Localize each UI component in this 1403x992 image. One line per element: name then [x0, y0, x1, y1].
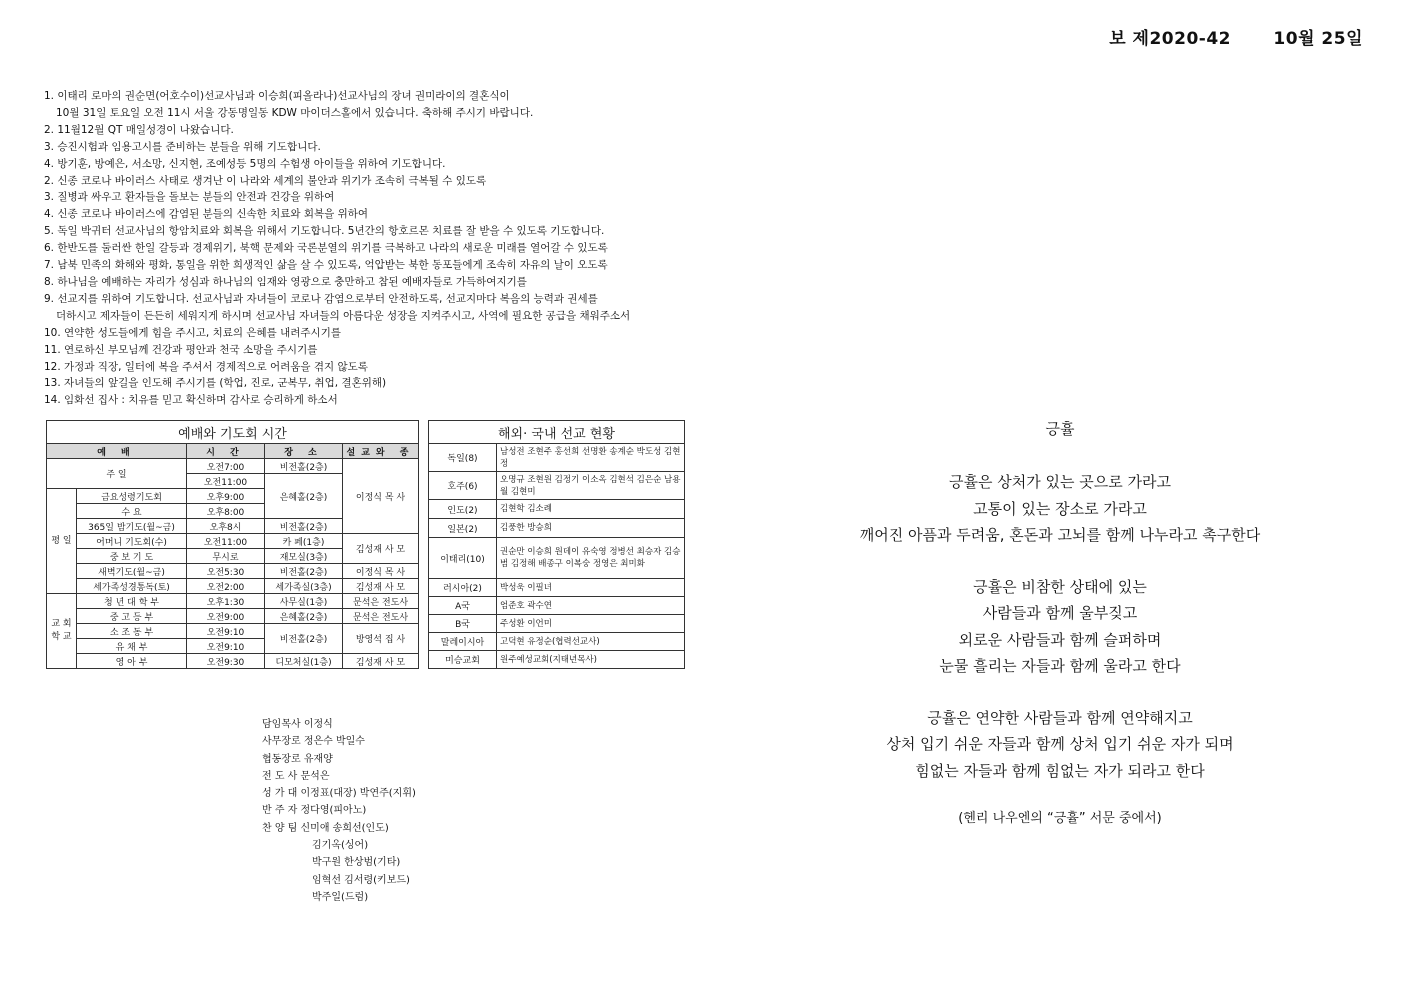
cell-names: 박성욱 이필녀	[497, 579, 685, 597]
cell-region: 호주(6)	[429, 472, 497, 500]
announcement-item: 12. 가정과 직장, 일터에 복을 주셔서 경제적으로 어려움을 겪지 않도록	[44, 360, 368, 373]
cell-place: 비전홀(2층)	[265, 624, 343, 654]
cell-region: A국	[429, 597, 497, 615]
cell-name: 중 고 등 부	[77, 609, 187, 624]
poem-line: 긍휼은 비참한 상태에 있는	[973, 577, 1147, 596]
worship-schedule-table	[46, 420, 419, 669]
table-row	[429, 500, 685, 519]
staff-item: 박구원 한상범(기타)	[312, 857, 401, 869]
staff-item: 협동장로 유재양	[262, 753, 333, 765]
cell-time: 오전9:10	[187, 624, 265, 639]
poem-title: 긍휼	[1045, 420, 1075, 438]
table-row	[429, 651, 685, 669]
cell-time: 오후8:00	[187, 504, 265, 519]
staff-item: 담임목사 이정식	[262, 719, 333, 730]
sunday-label: 주 일	[47, 459, 187, 489]
cell-region: 일본(2)	[429, 519, 497, 538]
cell-place: 비전홀(2층)	[265, 459, 343, 474]
cell-time: 오후9:00	[187, 489, 265, 504]
cell-names: 주성환 이언미	[497, 615, 685, 633]
table-row	[47, 459, 419, 474]
announcement-item: 9. 선교지를 위하여 기도합니다. 선교사님과 자녀들이 코로나 감염으로부터 안전하도록, 선교지마다 복음의 능력과 권세를	[44, 292, 598, 305]
announcement-item: 2. 신종 코로나 바이러스 사태로 생겨난 이 나라와 세계의 불안과 위기가 조속히 극복될 수 있도록	[44, 174, 487, 187]
cell-leader: 김성재 사 모	[343, 579, 419, 594]
announcement-item: 5. 독일 박귀터 선교사님의 항암치료와 회복을 위해서 기도합니다. 5년간의 항호르몬 치료를 잘 받을 수 있도록 기도합니다.	[44, 225, 605, 238]
poem-line: 외로운 사람들과 함께 슬퍼하며	[958, 630, 1162, 649]
cell-place: 디모처실(1층)	[265, 654, 343, 669]
cell-time: 오전9:30	[187, 654, 265, 669]
cell-leader: 문석은 전도사	[343, 609, 419, 624]
cell-region: 말레이시아	[429, 633, 497, 651]
table-row	[429, 579, 685, 597]
cell-leader: 김성재 사 모	[343, 654, 419, 669]
poem-line: 눈물 흘리는 자들과 함께 울라고 한다	[939, 657, 1181, 675]
table-row	[429, 538, 685, 579]
mission-status-table	[428, 420, 685, 669]
cell-names: 원주예성교회(지태년목사)	[497, 651, 685, 669]
cell-place: 비전홀(2층)	[265, 519, 343, 534]
poem-line: 깨어진 아픔과 두려움, 혼돈과 고뇌를 함께 나누라고 촉구한다	[859, 526, 1261, 544]
schedule-title: 예배와 기도회 시간	[47, 421, 419, 444]
table-row	[47, 609, 419, 624]
cell-name: 365일 밤기도(월~금)	[77, 519, 187, 534]
cell-region: 독일(8)	[429, 444, 497, 472]
table-row	[429, 472, 685, 500]
cell-time: 오전11:00	[187, 474, 265, 489]
schedule-header-row	[47, 444, 419, 459]
table-row	[47, 624, 419, 639]
cell-time: 오후8시	[187, 519, 265, 534]
staff-item: 반 주 자 정다영(피아노)	[262, 805, 367, 817]
school-side-label: 교 회 학 교	[47, 594, 77, 669]
poem-source: (헨리 나우엔의 “긍휼” 서문 중에서)	[958, 811, 1162, 826]
cell-region: 이태리(10)	[429, 538, 497, 579]
cell-name: 금요성령기도회	[77, 489, 187, 504]
cell-time: 오전9:10	[187, 639, 265, 654]
cell-region: B국	[429, 615, 497, 633]
cell-region: 미승교회	[429, 651, 497, 669]
cell-time: 오전9:00	[187, 609, 265, 624]
poem-stanza	[780, 705, 1340, 785]
cell-name: 중 보 기 도	[77, 549, 187, 564]
cell-names: 김현학 김소례	[497, 500, 685, 519]
table-row	[47, 579, 419, 594]
col-worship: 예 배	[47, 444, 187, 459]
announcement-item: 4. 방기훈, 방예은, 서소망, 신지현, 조예성등 5명의 수험생 아이들을 위하여 기도합니다.	[44, 157, 446, 170]
table-row	[429, 519, 685, 538]
col-leader: 설교와 종	[343, 444, 419, 459]
cell-names: 오명규 조현원 김정기 이소옥 김현석 김은순 남용월 김현미	[497, 472, 685, 500]
table-row	[47, 654, 419, 669]
cell-time: 오전2:00	[187, 579, 265, 594]
poem-stanza	[780, 469, 1340, 549]
cell-time: 오전11:00	[187, 534, 265, 549]
staff-item: 임혁선 김서령(키보드)	[312, 874, 410, 886]
staff-item: 찬 양 팀 신미애 송희선(인도)	[262, 822, 389, 834]
cell-time: 무시로	[187, 549, 265, 564]
announcement-item: 2. 11월12월 QT 매일성경이 나왔습니다.	[44, 123, 234, 136]
cell-leader: 이정식 목 사	[343, 459, 419, 534]
announcement-item: 1. 이태리 로마의 권순면(어호수이)선교사님과 이승희(피올라나)선교사님의 장녀 권미라이의 결혼식이	[44, 90, 510, 102]
poem-line: 긍휼은 연약한 사람들과 함께 연약해지고	[927, 708, 1193, 727]
announcement-item: 13. 자녀들의 앞길을 인도해 주시기를 (학업, 진로, 군복무, 취업, 결혼위해)	[44, 377, 387, 390]
announcement-item: 4. 신종 코로나 바이러스에 감염된 분들의 신속한 치료와 회복을 위하여	[44, 208, 369, 221]
cell-names: 엄준호 곽수연	[497, 597, 685, 615]
mission-title: 해외· 국내 선교 현황	[429, 421, 685, 444]
poem-stanza	[780, 574, 1340, 680]
cell-region: 인도(2)	[429, 500, 497, 519]
table-row	[429, 597, 685, 615]
cell-name: 청 년 대 학 부	[77, 594, 187, 609]
staff-list	[262, 716, 416, 906]
announcement-item: 7. 남북 민족의 화해와 평화, 통일을 위한 희생적인 삶을 살 수 있도록, 억압받는 북한 동포들에게 조속히 자유의 날이 오도록	[44, 259, 608, 272]
cell-name: 영 아 부	[77, 654, 187, 669]
cell-names: 김풍한 방승희	[497, 519, 685, 538]
cell-time: 오전5:30	[187, 564, 265, 579]
cell-names: 고덕현 유정순(협력선교사)	[497, 633, 685, 651]
announcement-item: 8. 하나님을 예배하는 자리가 성심과 하나님의 임재와 영광으로 충만하고 참된 예배자들로 가득하여지기를	[44, 275, 527, 288]
weekday-side-label: 평 일	[47, 489, 77, 594]
announcement-item: 11. 연로하신 부모님께 건강과 평안과 천국 소망을 주시기를	[44, 343, 318, 356]
cell-place: 은혜홀(2층)	[265, 474, 343, 519]
staff-item: 사무장로 정은수 박일수	[262, 736, 365, 748]
announcement-item: 3. 질병과 싸우고 환자들을 돌보는 분들의 안전과 건강을 위하여	[44, 191, 335, 204]
table-row	[47, 594, 419, 609]
table-row	[47, 564, 419, 579]
cell-leader: 방영석 집 사	[343, 624, 419, 654]
cell-name: 소 조 동 부	[77, 624, 187, 639]
table-row	[429, 444, 685, 472]
poem-line: 긍휼은 상처가 있는 곳으로 가라고	[949, 473, 1171, 491]
cell-names: 남성전 조현주 홍선희 선명환 송계순 박도성 김현정	[497, 444, 685, 472]
cell-place: 은혜홀(2층)	[265, 609, 343, 624]
cell-name: 새벽기도(월~금)	[77, 564, 187, 579]
poem-line: 상처 입기 쉬운 자들과 함께 상처 입기 쉬운 자가 되며	[886, 735, 1234, 753]
poem	[780, 418, 1340, 826]
cell-leader: 이정식 목 사	[343, 564, 419, 579]
announcement-item: 10. 연약한 성도들에게 힘을 주시고, 치료의 은혜를 내려주시기를	[44, 326, 341, 339]
staff-item: 전 도 사 문석은	[262, 770, 330, 782]
cell-place: 재모실(3층)	[265, 549, 343, 564]
cell-leader: 김성재 사 모	[343, 534, 419, 564]
cell-names: 권순만 이승희 원데이 유숙영 정병선 최승자 김승범 김정해 배종구 이복숭 정영은 최미화	[497, 538, 685, 579]
announcement-item: 더하시고 제자들이 든든히 세워지게 하시며 선교사님 자녀들의 아름다운 성장을 지켜주시고, 사역에 필요한 공급을 채워주소서	[56, 309, 631, 322]
announcement-item: 3. 승진시험과 임용고시를 준비하는 분들을 위해 기도합니다.	[44, 140, 321, 153]
announcements-list	[44, 88, 684, 409]
poem-line: 힘없는 자들과 함께 힘없는 자가 되라고 한다	[915, 761, 1205, 780]
announcement-item: 6. 한반도를 둘러싼 한일 갈등과 경제위기, 북핵 문제와 국론분열의 위기를 극복하고 나라의 새로운 미래를 열어갈 수 있도록	[44, 242, 608, 255]
issue-number: 보 제2020-42	[1109, 29, 1231, 49]
cell-time: 오전7:00	[187, 459, 265, 474]
staff-item: 김기옥(싱어)	[312, 840, 369, 852]
poem-line: 고통이 있는 장소로 가라고	[973, 499, 1147, 518]
table-row	[429, 615, 685, 633]
issue-date: 10월 25일	[1273, 29, 1363, 49]
cell-place: 사무실(1층)	[265, 594, 343, 609]
cell-place: 세가족실(3층)	[265, 579, 343, 594]
cell-place: 카 페(1층)	[265, 534, 343, 549]
announcement-item: 10월 31일 토요일 오전 11시 서울 강동명일동 KDW 마이더스홀에서 있습니다. 축하해 주시기 바랍니다.	[56, 106, 534, 119]
cell-name: 어머니 기도회(수)	[77, 534, 187, 549]
cell-name: 세가족성경통독(토)	[77, 579, 187, 594]
bulletin-header	[1073, 24, 1363, 49]
announcement-item: 14. 임화선 집사 : 치유를 믿고 확신하며 감사로 승리하게 하소서	[44, 394, 338, 407]
table-row	[47, 534, 419, 549]
table-row	[429, 633, 685, 651]
cell-region: 러시아(2)	[429, 579, 497, 597]
staff-item: 박주일(드럼)	[312, 891, 369, 903]
cell-place: 비전홀(2층)	[265, 564, 343, 579]
cell-time: 오후1:30	[187, 594, 265, 609]
staff-item: 성 가 대 이정표(대장) 박연주(지휘)	[262, 788, 416, 800]
cell-leader: 문석은 전도사	[343, 594, 419, 609]
poem-line: 사람들과 함께 울부짖고	[982, 604, 1138, 622]
cell-name: 수 요	[77, 504, 187, 519]
cell-name: 유 채 부	[77, 639, 187, 654]
col-time: 시 간	[187, 444, 265, 459]
col-place: 장 소	[265, 444, 343, 459]
